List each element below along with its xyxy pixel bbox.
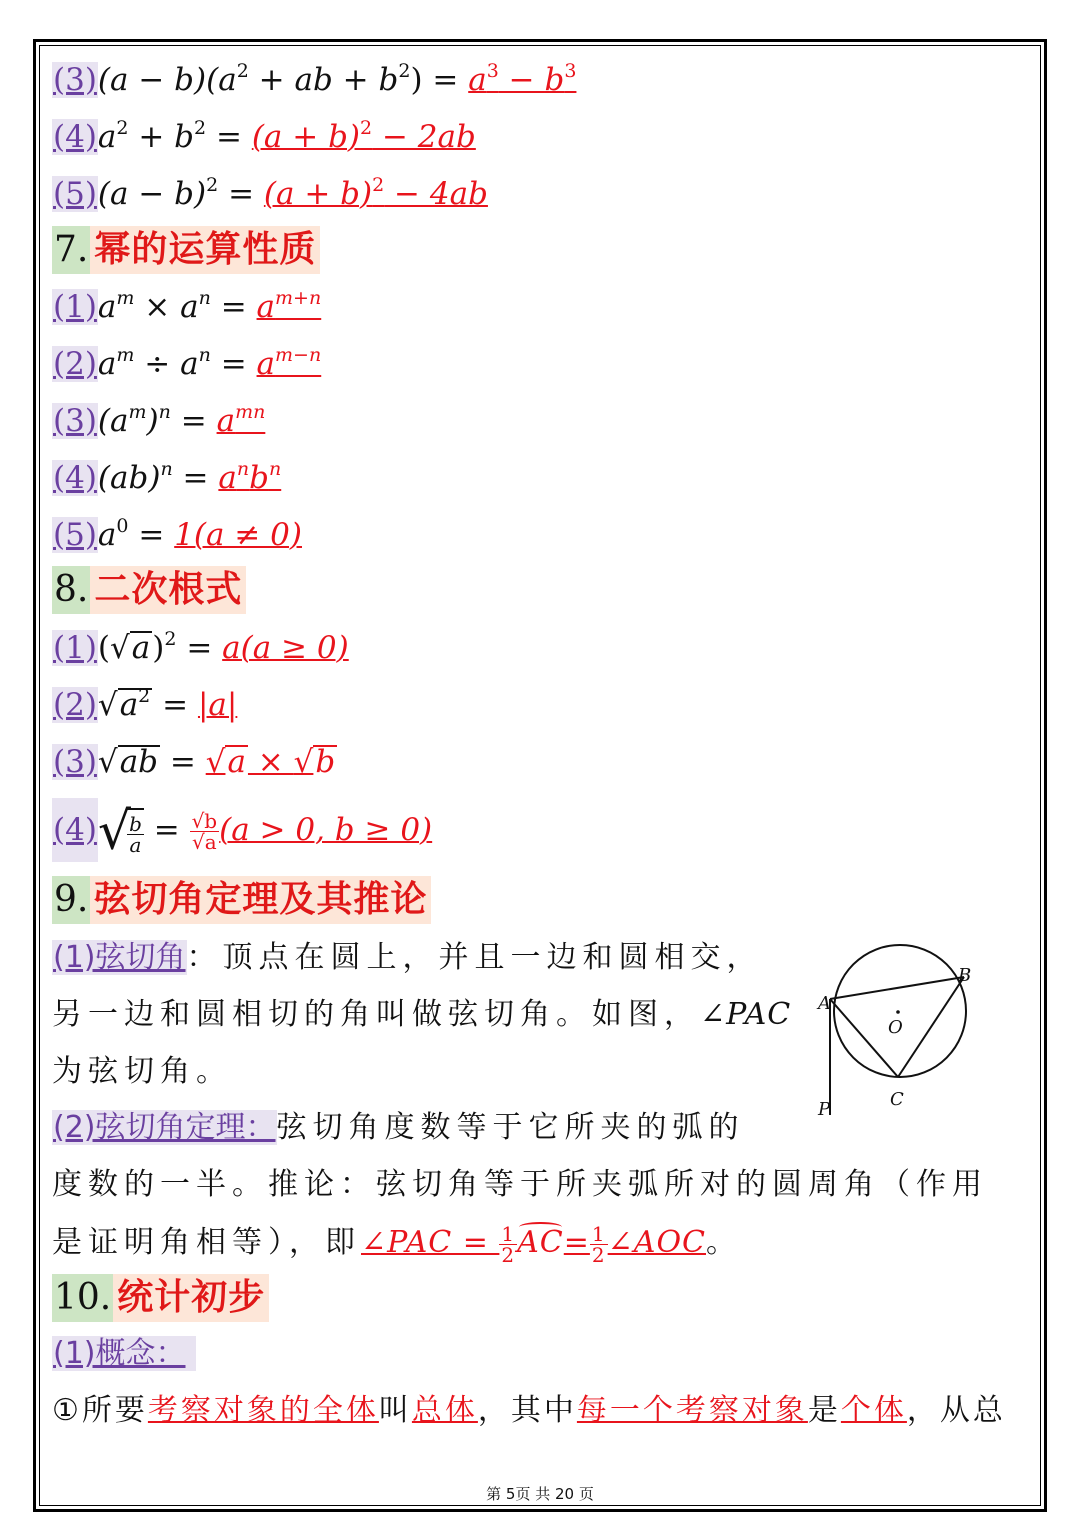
- label-o: O: [888, 1017, 903, 1038]
- label-b: B: [958, 965, 972, 986]
- power-rule-5: $(5)a^0 = 1(a \ne 0)$: [53, 515, 302, 553]
- answer: $(a + b)^2$: [263, 174, 385, 212]
- answer: √a × √b: [205, 744, 336, 780]
- answer: $a^{m+n}$: [256, 287, 322, 325]
- radical-rule-3: (3)√ab = √a × √b: [53, 744, 336, 780]
- section-10-heading: 10. 统计初步: [52, 1274, 269, 1322]
- tangent-chord-definition-line2: 另一边和圆相切的角叫做弦切角。如图，∠PAC: [52, 997, 792, 1032]
- formula-row-5: $(5)(a - b)^2 = (a + b)^2 - 4ab$: [53, 174, 488, 212]
- formula-row-3: $(3)(a - b)(a^2$ + ab + $b^2) = a^3 - b^3$: [53, 60, 577, 98]
- label-c: C: [890, 1089, 904, 1110]
- formula-row-4: $(4)a^2 + b^2 = (a + b)^2 - 2ab$: [53, 117, 476, 155]
- section-8-heading: 8. 二次根式: [52, 566, 246, 614]
- radical-rule-1: $(1)(√a)^2 = a(a \ge 0)$: [53, 628, 349, 666]
- answer: $a^3$: [468, 60, 499, 98]
- tangent-chord-figure: [810, 935, 980, 1125]
- item-number: (3): [53, 62, 97, 98]
- answer: $(a + b)^2$: [251, 117, 373, 155]
- answer: $a^{mn}$: [216, 401, 266, 439]
- label-a: A: [818, 993, 831, 1014]
- statistics-concept-label: (1)概念：: [52, 1334, 196, 1374]
- answer: $\frac{√b}{√a}$ (a > 0, b ≥ 0): [191, 809, 433, 854]
- chord-ab: [830, 977, 964, 999]
- answer: 1(a ≠ 0): [174, 517, 302, 553]
- power-rule-4: $(4)(ab)^n = a^nb^n$: [53, 458, 282, 496]
- radical-rule-4: (4)√ $\frac{b}{a}$ = $\frac{√b}{√a}$ (a > 0, b ≥ 0): [52, 795, 432, 865]
- center-point: [896, 1010, 900, 1014]
- answer: |a|: [197, 687, 238, 723]
- label-p: P: [818, 1099, 831, 1120]
- page-footer: 第 5页 共 20 页: [486, 1485, 594, 1503]
- chord-bc: [898, 977, 964, 1077]
- answer: $a^nb^n$: [218, 458, 282, 496]
- power-rule-3: $(3)(a^m)^n = a^{mn}$: [53, 401, 266, 439]
- circle-shape: [834, 945, 966, 1077]
- statistics-concept-line1: ①所要考察对象的全体叫总体，其中每一个考察对象是个体，从总: [52, 1393, 1006, 1428]
- power-rule-2: $(2)a^m \div a^n = a^{m-n}$: [53, 344, 322, 382]
- power-rule-1: $(1)a^m \times a^n = a^{m+n}$: [53, 287, 322, 325]
- theorem-formula: ∠PAC = $\frac{1}{2}$ AC= $\frac{1}{2}$ ∠AOC: [361, 1221, 706, 1267]
- section-9-heading: 9. 弦切角定理及其推论: [52, 876, 431, 924]
- radical-rule-2: $(2)√a^2 = |a|$: [53, 685, 238, 723]
- tangent-chord-theorem-line2: 度数的一半。推论：弦切角等于所夹弧所对的圆周角（作用: [52, 1167, 988, 1202]
- tangent-chord-theorem-line1: (2)弦切角定理：弦切角度数等于它所夹的弧的: [53, 1110, 745, 1145]
- tangent-chord-definition-line1: (1)弦切角：顶点在圆上，并且一边和圆相交，: [53, 940, 763, 975]
- answer: a(a ≥ 0): [222, 630, 349, 666]
- section-7-heading: 7. 幂的运算性质: [52, 226, 320, 274]
- tangent-chord-theorem-line3: 是证明角相等），即∠PAC = $\frac{1}{2}$ AC= $\frac{1}{2}$ ∠AOC。: [52, 1221, 742, 1267]
- tangent-chord-definition-line3: 为弦切角。: [52, 1054, 232, 1089]
- answer: $a^{m-n}$: [256, 344, 322, 382]
